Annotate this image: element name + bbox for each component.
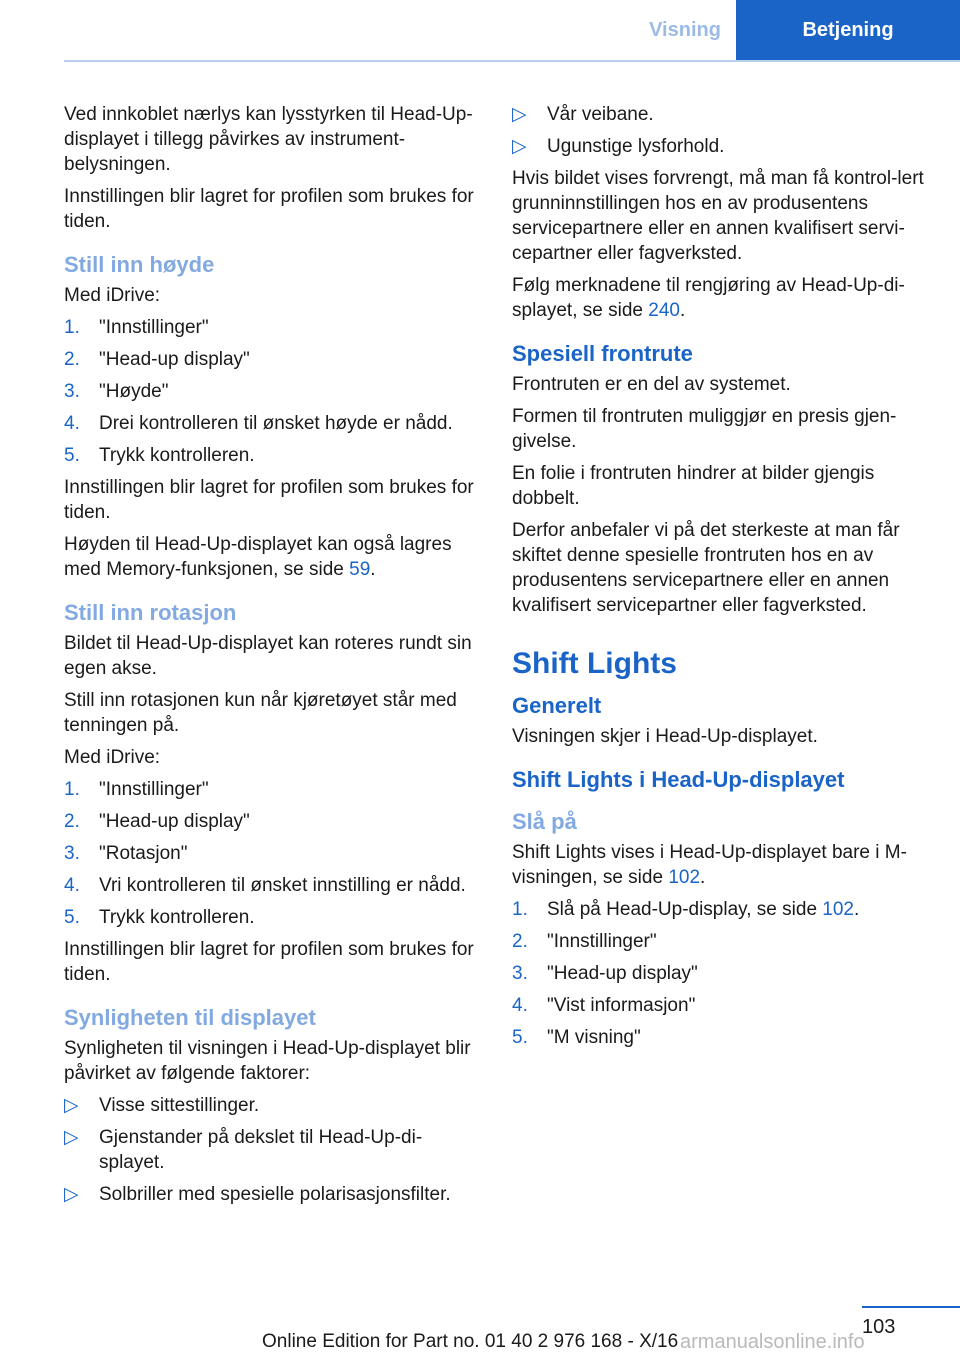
list-item xyxy=(64,905,480,930)
paragraph xyxy=(64,532,480,582)
list-number: 3. xyxy=(64,843,80,864)
paragraph: Med iDrive: xyxy=(64,747,161,768)
list-item xyxy=(512,929,928,954)
bullet-triangle-icon: ▷ xyxy=(512,104,527,125)
page-link-102[interactable]: 102 xyxy=(668,867,701,888)
paragraph: Med iDrive: xyxy=(64,285,161,306)
list-number: 3. xyxy=(64,381,80,402)
list-item xyxy=(64,315,480,340)
list-number: 2. xyxy=(512,931,528,952)
list-text: Ugunstige lysforhold. xyxy=(547,136,725,157)
list-item xyxy=(512,961,928,986)
list-text: "Innstillinger" xyxy=(547,931,657,952)
list-item xyxy=(64,777,480,802)
list-item xyxy=(64,1125,480,1175)
bullet-triangle-icon: ▷ xyxy=(64,1095,79,1116)
list-number: 4. xyxy=(64,413,80,434)
paragraph-text: Følg merknadene til rengjøring av Head-Up-di-splayet, se side xyxy=(512,275,905,321)
list-text: "Head-up display" xyxy=(99,811,250,832)
paragraph: Innstillingen blir lagret for profilen som brukes for tiden. xyxy=(64,186,474,232)
paragraph: Hvis bildet vises forvrengt, må man få kontrol-lert grunninnstillingen hos en av produsentens servicepartnere eller en annen kvalifisert servi-cepartner eller fagverksted. xyxy=(512,168,924,264)
steps-rotasjon xyxy=(64,777,480,930)
paragraph: Visningen skjer i Head-Up-displayet. xyxy=(512,726,818,747)
list-text: "M visning" xyxy=(547,1027,641,1048)
heading-still-inn-rotasjon: Still inn rotasjon xyxy=(64,600,237,625)
list-number: 4. xyxy=(512,995,528,1016)
paragraph-end: . xyxy=(370,559,376,580)
list-item xyxy=(64,873,480,898)
list-text: Trykk kontrolleren. xyxy=(99,445,255,466)
paragraph xyxy=(512,273,928,323)
list-number: 2. xyxy=(64,811,80,832)
tab-visning[interactable]: Visning xyxy=(634,0,736,61)
paragraph: Ved innkoblet nærlys kan lysstyrken til Head-Up-displayet i tillegg påvirkes av instrument-belysningen. xyxy=(64,104,473,175)
list-text: Drei kontrolleren til ønsket høyde er nådd. xyxy=(99,413,453,434)
list-text: "Innstillinger" xyxy=(99,779,209,800)
list-text: Visse sittestillinger. xyxy=(99,1095,260,1116)
list-text: "Head-up display" xyxy=(547,963,698,984)
right-column xyxy=(512,102,928,1057)
page-link-240[interactable]: 240 xyxy=(648,300,680,321)
list-item xyxy=(64,347,480,372)
list-item xyxy=(512,897,928,922)
list-item xyxy=(512,134,928,159)
list-item xyxy=(512,102,928,127)
bullet-triangle-icon: ▷ xyxy=(64,1184,79,1205)
list-text: Solbriller med spesielle polarisasjonsfilter. xyxy=(99,1184,451,1205)
list-item xyxy=(512,993,928,1018)
paragraph: Frontruten er en del av systemet. xyxy=(512,374,791,395)
steps-hoyde xyxy=(64,315,480,468)
watermark: armanualsonline.info xyxy=(680,1331,865,1353)
list-item xyxy=(64,841,480,866)
list-item xyxy=(64,443,480,468)
list-number: 5. xyxy=(64,445,80,466)
paragraph: En folie i frontruten hindrer at bilder gjengis dobbelt. xyxy=(512,463,875,509)
list-item xyxy=(512,1025,928,1050)
list-item xyxy=(64,1182,480,1207)
paragraph-text: Shift Lights vises i Head-Up-displayet bare i M-visningen, se side xyxy=(512,842,907,888)
header-divider xyxy=(64,60,960,62)
list-text: "Høyde" xyxy=(99,381,169,402)
list-text: Trykk kontrolleren. xyxy=(99,907,255,928)
page-link-59[interactable]: 59 xyxy=(349,559,371,580)
left-column xyxy=(64,102,480,1214)
list-number: 2. xyxy=(64,349,80,370)
page-link-102[interactable]: 102 xyxy=(822,899,854,920)
list-text: "Innstillinger" xyxy=(99,317,209,338)
bullet-triangle-icon: ▷ xyxy=(64,1127,79,1148)
list-number: 4. xyxy=(64,875,80,896)
page-header xyxy=(634,0,960,61)
page-number: 103 xyxy=(862,1316,896,1338)
list-number: 5. xyxy=(512,1027,528,1048)
list-text: Gjenstander på dekslet til Head-Up-di-splayet. xyxy=(99,1127,423,1173)
paragraph: Synligheten til visningen i Head-Up-displayet blir påvirket av følgende faktorer: xyxy=(64,1038,471,1084)
paragraph: Innstillingen blir lagret for profilen som brukes for tiden. xyxy=(64,939,474,985)
factor-bullets xyxy=(64,1093,480,1207)
paragraph: Innstillingen blir lagret for profilen som brukes for tiden. xyxy=(64,477,474,523)
list-text: "Head-up display" xyxy=(99,349,250,370)
list-item xyxy=(64,1093,480,1118)
list-text: Vri kontrolleren til ønsket innstilling er nådd. xyxy=(99,875,466,896)
footer-edition: Online Edition for Part no. 01 40 2 976 168 - X/16 xyxy=(262,1331,679,1352)
paragraph: Bildet til Head-Up-displayet kan roteres rundt sin egen akse. xyxy=(64,633,472,679)
list-item xyxy=(64,809,480,834)
list-item xyxy=(64,379,480,404)
paragraph xyxy=(512,840,928,890)
heading-shift-lights: Shift Lights xyxy=(512,647,677,680)
list-text: Slå på Head-Up-display, se side xyxy=(547,899,823,920)
heading-sla-pa: Slå på xyxy=(512,809,577,834)
factor-bullets-continued xyxy=(512,102,928,159)
list-text: "Rotasjon" xyxy=(99,843,188,864)
list-number: 1. xyxy=(64,317,80,338)
heading-generelt: Generelt xyxy=(512,693,602,718)
paragraph-end: . xyxy=(679,300,686,321)
paragraph: Formen til frontruten muliggjør en presis gjen-givelse. xyxy=(512,406,897,452)
list-number: 5. xyxy=(64,907,80,928)
heading-shift-lights-hud: Shift Lights i Head-Up-displayet xyxy=(512,767,845,792)
paragraph-end: . xyxy=(700,867,706,888)
paragraph: Derfor anbefaler vi på det sterkeste at man får skiftet denne spesielle frontruten hos en av produsentens servicepartnere eller en annen kvalifisert servicepartner eller fagverksted. xyxy=(512,520,900,616)
paragraph: Still inn rotasjonen kun når kjøretøyet står med tenningen på. xyxy=(64,690,457,736)
list-item xyxy=(64,411,480,436)
list-number: 1. xyxy=(512,899,528,920)
list-number: 1. xyxy=(64,779,80,800)
tab-betjening[interactable]: Betjening xyxy=(736,0,960,61)
paragraph-text: Høyden til Head-Up-displayet kan også lagres med Memory-funksjonen, se side xyxy=(64,534,452,580)
steps-shift-lights xyxy=(512,897,928,1050)
list-text: Vår veibane. xyxy=(547,104,654,125)
bullet-triangle-icon: ▷ xyxy=(512,136,527,157)
page-number-rule xyxy=(862,1306,960,1308)
heading-spesiell-frontrute: Spesiell frontrute xyxy=(512,341,693,366)
list-text: "Vist informasjon" xyxy=(547,995,696,1016)
heading-still-inn-hoyde: Still inn høyde xyxy=(64,252,215,277)
heading-synligheten: Synligheten til displayet xyxy=(64,1005,316,1030)
list-number: 3. xyxy=(512,963,528,984)
list-text-end: . xyxy=(854,899,860,920)
